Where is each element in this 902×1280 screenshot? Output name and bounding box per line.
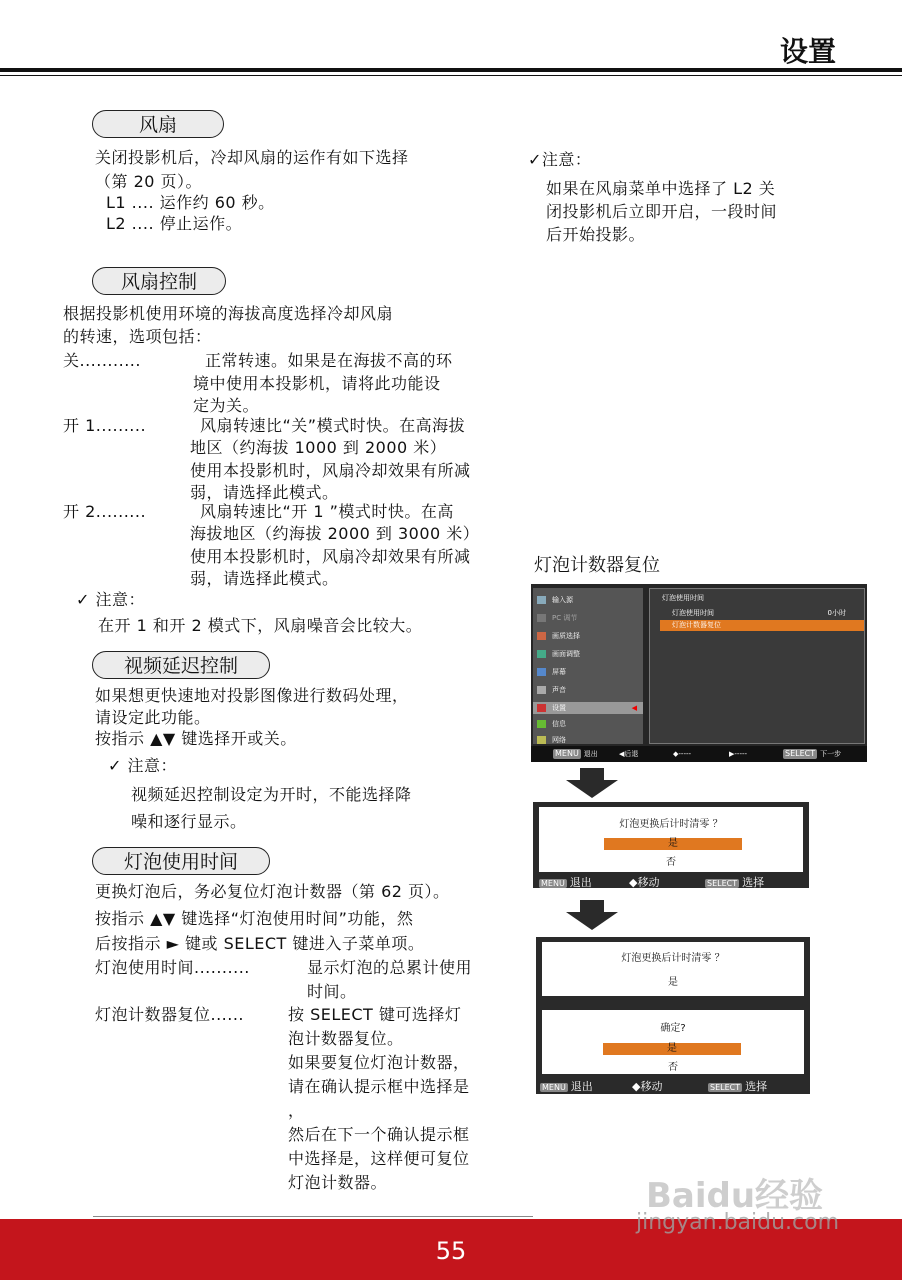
- dialog-bar-move-label: 移动: [637, 876, 660, 889]
- lamp-time-item2-line-4: 请在确认提示框中选择是: [288, 1077, 470, 1096]
- menu-item-label: PC 调节: [552, 614, 578, 622]
- menu-item-image-adjust: [537, 648, 580, 660]
- fan-control-intro-2: 的转速，选项包括：: [63, 327, 212, 346]
- video-delay-line-2: 请设定此功能。: [95, 708, 211, 727]
- dialog-bar-move: [629, 874, 659, 890]
- speaker-icon: [537, 686, 546, 694]
- fan-control-note-text: 在开 1 和开 2 模式下，风扇噪音会比较大。: [98, 616, 423, 635]
- submenu-row-lamp-time: 灯泡使用时间: [672, 609, 714, 617]
- submenu-row-lamp-reset: 灯泡计数器复位: [660, 620, 864, 631]
- menu-item-sound: [537, 684, 566, 696]
- menu-item-label: 画面调整: [552, 650, 580, 658]
- menu-item-label: 屏幕: [552, 668, 566, 676]
- menu-item-label: 声音: [552, 686, 566, 694]
- dialog-bar-select-label: 选择: [742, 876, 765, 889]
- menu-item-pc-adjust: [537, 612, 577, 624]
- up-down-icon: ◆: [673, 750, 679, 758]
- dialog-bar-select: [705, 874, 764, 890]
- fan-control-on1-line-2: 地区（约海拔 1000 到 2000 米）: [190, 438, 447, 457]
- header-rule: [0, 68, 902, 72]
- dialog-options-box: [542, 1038, 804, 1074]
- select-key-icon: SELECT: [785, 749, 816, 758]
- menu-bar-exit: [553, 749, 598, 759]
- lamp-time-item2-line-7: 中选择是，这样便可复位: [288, 1149, 470, 1168]
- fan-note-title: ✓注意：: [528, 150, 592, 169]
- header-rule-thin: [0, 75, 902, 76]
- section-heading-fan: 风扇: [92, 110, 224, 138]
- menu-key-icon: MENU: [555, 749, 579, 758]
- menu-bar-back: [619, 749, 638, 759]
- lamp-time-item2-line-5: ，: [288, 1101, 305, 1120]
- watermark-brand: Baidu经验: [646, 1176, 824, 1216]
- setting-icon: [537, 704, 546, 712]
- dialog-answer-box: [542, 968, 804, 996]
- dialog-bar-select: [708, 1078, 767, 1094]
- dialog-option-yes[interactable]: 是: [603, 837, 743, 851]
- select-key-icon: SELECT: [710, 1083, 741, 1092]
- input-icon: [537, 596, 546, 604]
- video-delay-note-line-2: 噪和逐行显示。: [131, 812, 247, 831]
- fan-line-1: 关闭投影机后，冷却风扇的运作有如下选择: [95, 148, 409, 167]
- lamp-time-item1-label: 灯泡使用时间..........: [95, 958, 250, 977]
- menu-bar-next-dots: [729, 749, 747, 759]
- menu-bar-next-dots-label: -----: [734, 750, 748, 758]
- lamp-time-item1-line-1: 显示灯泡的总累计使用: [307, 958, 473, 977]
- fan-control-on2-line-1: 风扇转速比“开 1 ”模式时快。在高: [200, 502, 454, 521]
- watermark-url: jingyan.baidu.com: [636, 1210, 840, 1235]
- lamp-reset-heading: 灯泡计数器复位: [534, 555, 660, 576]
- dialog-question: 灯泡更换后计时清零 ？: [621, 953, 725, 964]
- fan-control-off-label: 关...........: [63, 351, 141, 370]
- fan-control-off-line-1: 正常转速。如果是在海拔不高的环: [205, 351, 453, 370]
- menu-item-info: [537, 718, 566, 730]
- menu-item-setting: [533, 702, 643, 714]
- image-adjust-icon: [537, 650, 546, 658]
- fan-control-on2-line-3: 使用本投影机时，风扇冷却效果有所减: [190, 547, 471, 566]
- fan-note-line-1: 如果在风扇菜单中选择了 L2 关: [546, 179, 776, 198]
- down-arrow-icon: [580, 900, 604, 912]
- page-header-title: 设置: [779, 35, 836, 68]
- menu-bar-back-label: 后退: [624, 750, 639, 758]
- dialog-answer-yes: 是: [668, 977, 678, 988]
- menu-item-label: 设置: [552, 704, 566, 712]
- dialog-bar-exit: [539, 874, 592, 890]
- fan-control-on2-line-2: 海拔地区（约海拔 2000 到 3000 米）: [190, 524, 480, 543]
- lamp-time-item2-label: 灯泡计数器复位......: [95, 1005, 245, 1024]
- left-arrow-icon: ◀: [619, 750, 625, 758]
- lamp-time-item2-line-1: 按 SELECT 键可选择灯: [288, 1005, 462, 1024]
- menu-item-input: [537, 594, 573, 606]
- menu-item-label: 信息: [552, 720, 566, 728]
- dialog-confirm-box: [542, 1010, 804, 1038]
- dialog-option-no[interactable]: 否: [666, 857, 676, 868]
- dialog-bar-move: [632, 1078, 662, 1094]
- menu-item-image-select: [537, 630, 580, 642]
- menu-bar-move: [673, 749, 691, 759]
- fan-control-off-line-2: 境中使用本投影机，请将此功能设: [193, 374, 441, 393]
- dialog-bar-exit-label: 退出: [570, 1080, 593, 1093]
- lamp-time-item2-line-6: 然后在下一个确认提示框: [288, 1125, 470, 1144]
- up-down-icon: ◆: [629, 876, 638, 889]
- fan-control-note-title: ✓ 注意：: [76, 590, 145, 609]
- network-icon: [537, 736, 546, 744]
- menu-item-screen: [537, 666, 566, 678]
- submenu-title: 灯泡使用时间: [662, 594, 704, 602]
- section-heading-fan-control: 风扇控制: [92, 267, 226, 295]
- section-heading-video-delay: 视频延迟控制: [92, 651, 270, 679]
- fan-control-on1-line-4: 弱，请选择此模式。: [190, 483, 339, 502]
- image-select-icon: [537, 632, 546, 640]
- lamp-time-item2-line-8: 灯泡计数器。: [288, 1173, 388, 1192]
- menu-item-network: [537, 734, 566, 746]
- dialog-option-yes[interactable]: 是: [602, 1042, 742, 1056]
- dialog-question-box: [539, 807, 803, 835]
- dialog-bar-move-label: 移动: [640, 1080, 663, 1093]
- fan-control-on2-line-4: 弱，请选择此模式。: [190, 569, 339, 588]
- dialog-confirm-question: 确定?: [660, 1023, 686, 1034]
- video-delay-note-line-1: 视频延迟控制设定为开时，不能选择降: [131, 785, 412, 804]
- bottom-rule: [93, 1216, 533, 1217]
- lamp-time-item2-line-3: 如果要复位灯泡计数器，: [288, 1053, 470, 1072]
- fan-line-4: L2 .... 停止运作。: [106, 214, 243, 233]
- confirm-dialog-1: [533, 802, 809, 888]
- fan-control-on2-label: 开 2.........: [63, 502, 147, 521]
- section-heading-lamp-time: 灯泡使用时间: [92, 847, 270, 875]
- lamp-time-item2-line-2: 泡计数器复位。: [288, 1029, 404, 1048]
- screen-icon: [537, 668, 546, 676]
- down-arrow-head: [566, 780, 618, 798]
- fan-control-off-line-3: 定为关。: [193, 396, 260, 415]
- fan-note-line-2: 闭投影机后立即开启，一段时间: [546, 202, 778, 221]
- lamp-time-line-3: 后按指示 ► 键或 SELECT 键进入子菜单项。: [95, 934, 425, 953]
- menu-item-label: 网络: [552, 736, 566, 744]
- menu-status-bar: [531, 746, 867, 762]
- fan-note-line-3: 后开始投影。: [546, 225, 646, 244]
- fan-control-on1-line-3: 使用本投影机时，风扇冷却效果有所减: [190, 461, 471, 480]
- menu-item-label: 输入源: [552, 596, 573, 604]
- fan-control-on1-label: 开 1.........: [63, 416, 147, 435]
- down-arrow-head: [566, 912, 618, 930]
- dialog-question: 灯泡更换后计时清零 ？: [619, 819, 723, 830]
- lamp-time-item1-line-2: 时间。: [307, 982, 357, 1001]
- video-delay-note-title: ✓ 注意：: [108, 756, 177, 775]
- fan-control-intro-1: 根据投影机使用环境的海拔高度选择冷却风扇: [63, 304, 394, 323]
- dialog-bar-select-label: 选择: [745, 1080, 768, 1093]
- info-icon: [537, 720, 546, 728]
- pc-icon: [537, 614, 546, 622]
- projector-menu-screenshot: [531, 584, 867, 762]
- up-down-icon: ◆: [632, 1080, 641, 1093]
- dialog-bar-exit-label: 退出: [569, 876, 592, 889]
- right-arrow-icon: ▶: [729, 750, 735, 758]
- menu-key-icon: MENU: [541, 879, 565, 888]
- dialog-options-box: [539, 835, 803, 872]
- menu-submenu-panel: [649, 588, 865, 744]
- down-arrow-icon: [580, 768, 604, 780]
- confirm-dialog-2: [536, 937, 810, 1094]
- dialog-bar-exit: [540, 1078, 593, 1094]
- menu-bar-exit-label: 退出: [583, 750, 598, 758]
- submenu-row-lamp-time-value: 0小时: [827, 609, 846, 617]
- page-number: 55: [435, 1237, 467, 1265]
- video-delay-line-3: 按指示 ▲▼ 键选择开或关。: [95, 729, 297, 748]
- menu-bar-next-label: 下一步: [820, 750, 842, 758]
- lamp-time-line-2: 按指示 ▲▼ 键选择“灯泡使用时间”功能，然: [95, 909, 414, 928]
- fan-control-on1-line-1: 风扇转速比“关”模式时快。在高海拔: [200, 416, 466, 435]
- lamp-time-line-1: 更换灯泡后，务必复位灯泡计数器（第 62 页）。: [95, 882, 450, 901]
- dialog-question-box: [542, 942, 804, 968]
- fan-line-3: L1 .... 运作约 60 秒。: [106, 193, 275, 212]
- fan-line-2: （第 20 页）。: [95, 172, 203, 191]
- menu-key-icon: MENU: [542, 1083, 566, 1092]
- video-delay-line-1: 如果想更快速地对投影图像进行数码处理，: [95, 686, 409, 705]
- dialog-option-no[interactable]: 否: [668, 1062, 678, 1073]
- pointer-icon: ◀: [631, 704, 637, 712]
- menu-item-label: 画质选择: [552, 632, 580, 640]
- select-key-icon: SELECT: [707, 879, 738, 888]
- menu-sidebar: [533, 588, 643, 744]
- menu-bar-next: [783, 749, 841, 759]
- menu-bar-move-label: -----: [678, 750, 692, 758]
